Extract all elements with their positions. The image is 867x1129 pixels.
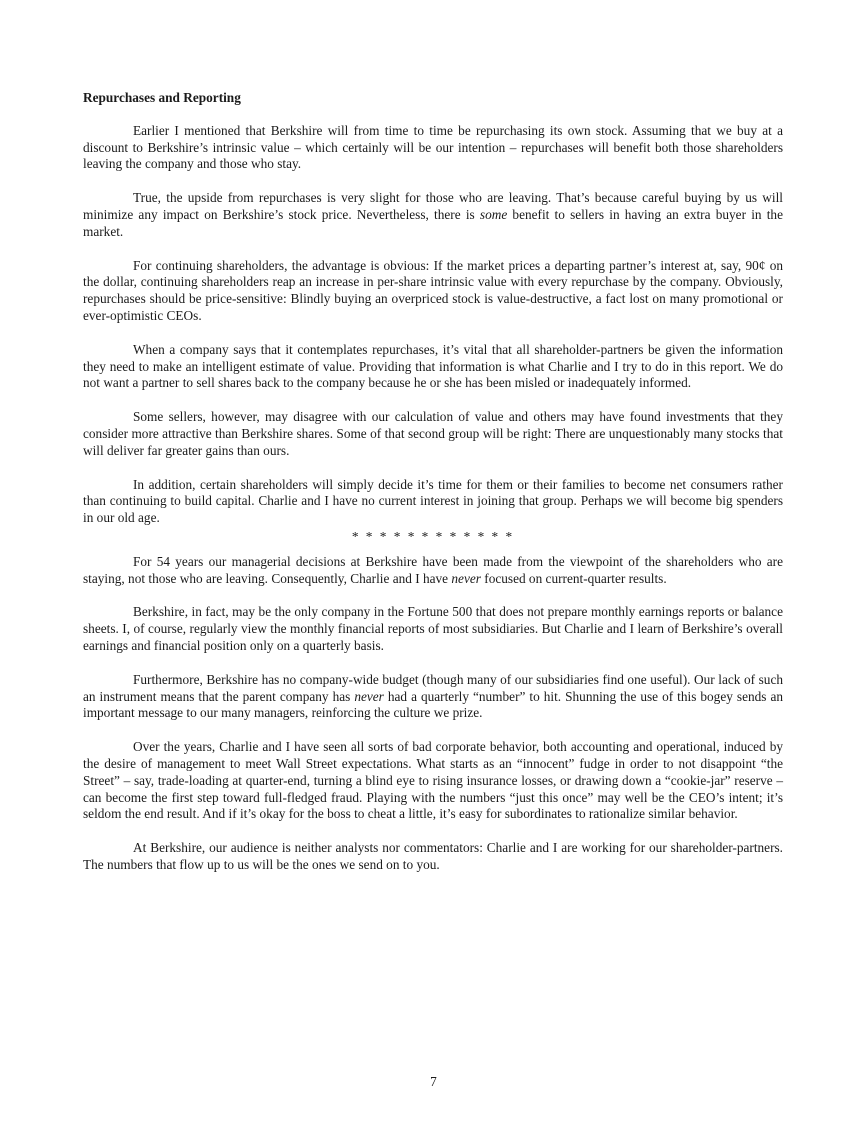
- body-paragraph: [83, 672, 783, 722]
- paragraph-text: focused on current-quarter results.: [480, 570, 667, 586]
- paragraph-text: Berkshire, in fact, may be the only company in the Fortune 500 that does not prepare monthly earnings reports or balance sheets. I, of course, regularly view the monthly financial reports of most subsidiaries. But Charlie and I learn of Berkshire’s overall earnings and financial position only on a quarterly basis.: [83, 604, 783, 653]
- section-separator: * * * * * * * * * * * *: [351, 528, 515, 544]
- body-paragraph: [83, 739, 783, 823]
- paragraph-text: True, the upside from repurchases is very slight for those who are leaving. That’s because careful buying by us will minimize any impact on Berkshire’s stock price. Nevertheless, there is: [83, 190, 783, 222]
- page-number: 7: [430, 1074, 437, 1089]
- paragraph-text: had a quarterly “number” to hit. Shunning the use of this bogey sends an important message to our many managers, reinforcing the culture we prize.: [83, 688, 783, 721]
- body-paragraph: [83, 840, 783, 874]
- body-paragraph: [83, 409, 783, 459]
- paragraph-text: When a company says that it contemplates repurchases, it’s vital that all shareholder-partners be given the information they need to make an intelligent estimate of value. Providing that information is what Charlie and I try to do in this report. We do not want a partner to sell shares back to the company because he or she has been misled or inadequately informed.: [83, 341, 783, 391]
- emphasis-text: never: [451, 570, 481, 586]
- paragraph-text: Over the years, Charlie and I have seen all sorts of bad corporate behavior, both accounting and operational, induced by the desire of management to meet Wall Street expectations. What starts as an “innocent” fudge in order to not disappoint “the Street” – say, trade-loading at quarter-end, turning a blind eye to rising insurance losses, or drawing down a “cookie-jar” reserve – can become the first step toward full-fledged fraud. Playing with the numbers “just this once” may well be the CEO’s intent; it’s seldom the end result. And if it’s okay for the boss to cheat a little, it’s easy for subordinates to rationalize similar behavior.: [83, 739, 783, 822]
- paragraph-text: Earlier I mentioned that Berkshire will from time to time be repurchasing its own stock. Assuming that we buy at a discount to Berkshire’s intrinsic value – which certainly will be our intention – repurchases will benefit both those shareholders leaving the company and those who stay.: [83, 122, 783, 172]
- body-paragraph: [83, 342, 783, 392]
- paragraph-text: For continuing shareholders, the advantage is obvious: If the market prices a departing partner’s interest at, say, 90¢ on the dollar, continuing shareholders reap an increase in per-share intrinsic value with every repurchase by the company. Obviously, repurchases should be price-sensitive: Blindly buying an overpriced stock is value-destructive, a fact lost on many promotional or ever-optimistic CEOs.: [83, 257, 783, 323]
- document-page: [83, 90, 783, 891]
- paragraph-text: For 54 years our managerial decisions at Berkshire have been made from the viewpoint of the shareholders who are staying, not those who are leaving. Consequently, Charlie and I have: [83, 553, 783, 586]
- paragraph-text: Furthermore, Berkshire has no company-wide budget (though many of our subsidiaries find one useful). Our lack of such an instrument means that the parent company has: [83, 671, 783, 704]
- document-body: [83, 123, 783, 874]
- body-paragraph: [83, 190, 783, 240]
- emphasis-text: never: [354, 688, 384, 704]
- body-paragraph: [83, 477, 783, 527]
- body-paragraph: [83, 604, 783, 654]
- section-heading: Repurchases and Reporting: [83, 90, 241, 105]
- body-paragraph: [83, 554, 783, 588]
- paragraph-text: Some sellers, however, may disagree with our calculation of value and others may have found investments that they consider more attractive than Berkshire shares. Some of that second group will be right: There are unquestionably many stocks that will deliver far greater gains than ours.: [83, 409, 783, 458]
- emphasis-text: some: [479, 206, 508, 222]
- paragraph-text: benefit to sellers in having an extra buyer in the market.: [83, 206, 783, 239]
- paragraph-text: At Berkshire, our audience is neither analysts nor commentators: Charlie and I are working for our shareholder-partners. The numbers that flow up to us will be the ones we send on to you.: [83, 840, 783, 872]
- body-paragraph: [83, 123, 783, 173]
- paragraph-text: In addition, certain shareholders will simply decide it’s time for them or their families to become net consumers rather than continuing to build capital. Charlie and I have no current interest in joining that group. Perhaps we will become big spenders in our old age.: [83, 476, 783, 526]
- body-paragraph: [83, 258, 783, 325]
